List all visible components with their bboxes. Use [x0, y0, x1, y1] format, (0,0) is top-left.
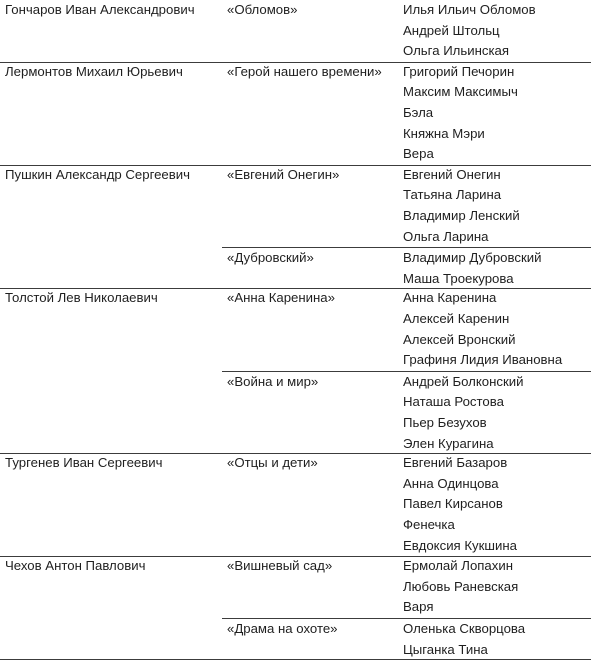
work-row: [222, 165, 591, 247]
character-name: Оленька Скворцова: [403, 620, 526, 636]
characters-list: [403, 0, 591, 62]
author-row: [0, 288, 591, 454]
work-row: [222, 618, 591, 660]
character-name: Пьер Безухов: [403, 414, 487, 430]
character-name: Владимир Ленский: [403, 207, 520, 223]
author-name: Толстой Лев Николаевич: [5, 290, 158, 306]
character-name: Княжна Мэри: [403, 125, 485, 141]
character-name: Графиня Лидия Ивановна: [403, 352, 563, 368]
works-column: [222, 453, 591, 556]
character-name: Илья Ильич Обломов: [403, 2, 536, 17]
work-row: [222, 371, 591, 454]
work-row: [222, 288, 591, 370]
character-name: Владимир Дубровский: [403, 250, 542, 266]
work-title: «Анна Каренина»: [227, 290, 335, 306]
work-title: «Война и мир»: [227, 373, 319, 389]
work-title: «Вишневый сад»: [227, 558, 333, 574]
work-row: [222, 247, 591, 289]
character-name: Фенечка: [403, 516, 455, 532]
works-column: [222, 0, 591, 62]
character-name: Андрей Болконский: [403, 373, 524, 389]
characters-list: [403, 372, 591, 454]
character-name: Максим Максимыч: [403, 84, 518, 100]
work-row: [222, 556, 591, 618]
works-column: [222, 556, 591, 659]
works-column: [222, 165, 591, 289]
character-name: Наташа Ростова: [403, 394, 504, 410]
author-row: [0, 453, 591, 557]
work-title: «Драма на охоте»: [227, 620, 338, 636]
character-name: Ермолай Лопахин: [403, 558, 514, 574]
character-name: Ольга Ильинская: [403, 43, 510, 59]
character-name: Павел Кирсанов: [403, 496, 503, 512]
character-name: Любовь Раневская: [403, 578, 519, 594]
character-name: Варя: [403, 599, 434, 615]
character-name: Алексей Каренин: [403, 310, 510, 326]
works-column: [222, 288, 591, 453]
work-title: «Отцы и дети»: [227, 455, 318, 471]
characters-list: [403, 165, 591, 247]
author-row: [0, 556, 591, 660]
work-title: «Герой нашего времени»: [227, 63, 382, 79]
characters-list: [403, 453, 591, 556]
work-row: [222, 62, 591, 165]
character-name: Цыганка Тина: [403, 641, 488, 657]
author-name: Пушкин Александр Сергеевич: [5, 166, 191, 182]
author-name: Тургенев Иван Сергеевич: [5, 455, 163, 471]
characters-list: [403, 248, 591, 289]
character-name: Элен Курагина: [403, 435, 494, 451]
author-name: Гончаров Иван Александрович: [5, 2, 195, 17]
character-name: Андрей Штольц: [403, 22, 500, 38]
author-row: [0, 0, 591, 63]
character-name: Григорий Печорин: [403, 63, 515, 79]
characters-list: [403, 556, 591, 618]
character-name: Маша Троекурова: [403, 270, 514, 286]
author-row: [0, 165, 591, 290]
author-name: Лермонтов Михаил Юрьевич: [5, 63, 183, 79]
work-row: [222, 0, 591, 62]
character-name: Татьяна Ларина: [403, 187, 502, 203]
characters-list: [403, 619, 591, 660]
character-name: Вера: [403, 146, 434, 162]
character-name: Евдоксия Кукшина: [403, 537, 517, 553]
character-name: Алексей Вронский: [403, 331, 516, 347]
character-name: Ольга Ларина: [403, 228, 489, 244]
works-column: [222, 62, 591, 165]
characters-list: [403, 62, 591, 165]
work-title: «Евгений Онегин»: [227, 166, 340, 182]
work-title: «Обломов»: [227, 2, 298, 17]
character-name: Анна Одинцова: [403, 475, 499, 491]
character-name: Евгений Базаров: [403, 455, 508, 471]
work-title: «Дубровский»: [227, 250, 314, 266]
author-row: [0, 62, 591, 166]
character-name: Евгений Онегин: [403, 166, 501, 182]
character-name: Анна Каренина: [403, 290, 497, 306]
work-row: [222, 453, 591, 556]
character-name: Бэла: [403, 104, 434, 120]
author-name: Чехов Антон Павлович: [5, 558, 146, 574]
characters-list: [403, 288, 591, 370]
